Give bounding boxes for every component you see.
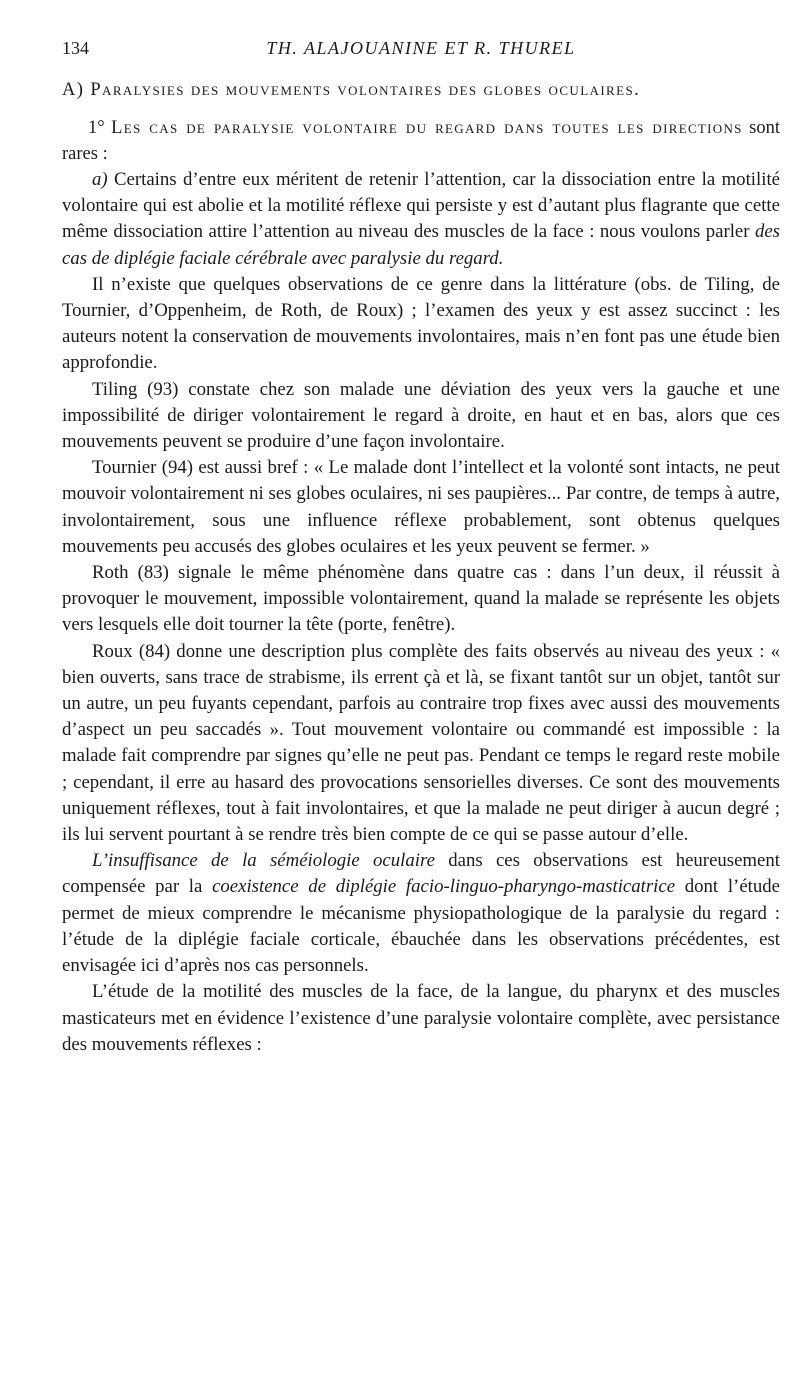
paragraph-4-text: Tournier (94) est aussi bref : « Le malade dont l’intellect et la volonté sont intacts, ne peut mouvoir volontairement ni ses globes oculaires, ni ses paupières... Par contre, de temps à autre, involontairement, sous une influence réflexe probablement, sont obtenus quelques mouvements peu accusés des globes oculaires et les yeux peuvent se fermer. » [62,457,780,557]
paragraph-1-italic: des cas de diplégie faciale cérébrale avec paralysie du regard. [62,221,780,269]
paragraph-7-text-1: dans ces observations est heureusement compensée par la [62,850,780,898]
section-heading: A) Paralysies des mouvements volontaires des globes oculaires. [62,80,641,100]
paragraph-2-text: Il n’existe que quelques observations de ce genre dans la littérature (obs. de Tiling, de Tournier, d’Oppenheim, de Roth, de Roux) ; l’examen des yeux y est assez succinct : les auteurs notent la conservation de mouvements involontaires, mais n’en font pas une étude bien approfondie. [62,273,780,374]
paragraph-1 [62,167,780,272]
paragraph-6 [62,639,780,849]
paragraph-8 [62,979,780,1058]
subsection-number: 1° [88,118,105,138]
paragraph-7 [62,848,780,979]
subsection-heading [62,115,780,167]
paragraph-3-text: Tiling (93) constate chez son malade une déviation des yeux vers la gauche et une impossibilité de diriger volontairement le regard à droite, en haut et en bas, alors que ces mouvements peuvent se produire d’une façon involontaire. [62,378,780,453]
page-number: 134 [62,38,89,58]
running-title: TH. ALAJOUANINE ET R. THUREL [266,38,576,58]
book-page [62,38,780,1058]
running-head [62,38,780,62]
paragraph-1-text: Certains d’entre eux méritent de retenir l’attention, car la dissociation entre la motilité volontaire qui est abolie et la motilité réflexe qui persiste y est d’autant plus flagrante que cette même dissociation attire l’attention au niveau des muscles de la face : nous voulons parler [62,169,780,243]
paragraph-1-label: a) [92,169,108,190]
subsection-heading-caps: Les cas de paralysie volontaire du regard dans toutes les directions [111,118,743,138]
paragraph-2 [62,272,780,377]
paragraph-3 [62,377,780,456]
paragraph-7-italic-1: L’insuffisance de la séméiologie oculaire [92,850,435,872]
paragraph-8-text: L’étude de la motilité des muscles de la face, de la langue, du pharynx et des muscles masticateurs met en évidence l’existence d’une paralysie volontaire complète, avec persistance des mouvements réflexes : [62,981,780,1055]
paragraph-4 [62,455,780,560]
body-text [62,167,780,1058]
paragraph-7-italic-2: coexistence de diplégie facio-linguo-pharyngo-masticatrice [212,876,676,898]
paragraph-6-text: Roux (84) donne une description plus complète des faits observés au niveau des yeux : « bien ouverts, sans trace de strabisme, ils errent çà et là, se fixant tantôt sur un objet, tantôt sur un autre, un peu fuyants cependant, parfois au contraire trop fixes avec aussi des mouvements d’aspect un peu saccadés ». Tout mouvement volontaire ou commandé est impossible : la malade fait comprendre par signes qu’elle ne peut pas. Pendant ce temps le regard reste mobile ; cependant, il erre au hasard des provocations sensorielles diverses. Ce sont des mouvements uniquement réflexes, tout à fait involontaires, et que la malade ne peut diriger à aucun degré ; ils lui servent pourtant à se rendre très bien compte de ce qui se passe autour d’elle. [62,640,780,846]
subsection-heading-rest: sont rares : [62,118,781,164]
paragraph-5-text: Roth (83) signale le même phénomène dans quatre cas : dans l’un deux, il réussit à provoquer le mouvement, impossible volontairement, quand la malade se représente les objets vers lesquels elle doit tourner la tête (porte, fenêtre). [62,562,780,636]
paragraph-5 [62,560,780,639]
paragraph-7-text-2: dont l’étude permet de mieux comprendre le mécanisme physiopathologique de la paralysie du regard : l’étude de la diplégie faciale corticale, ébauchée dans les observations précédentes, est envisagée ici d’après nos cas personnels. [62,876,780,977]
